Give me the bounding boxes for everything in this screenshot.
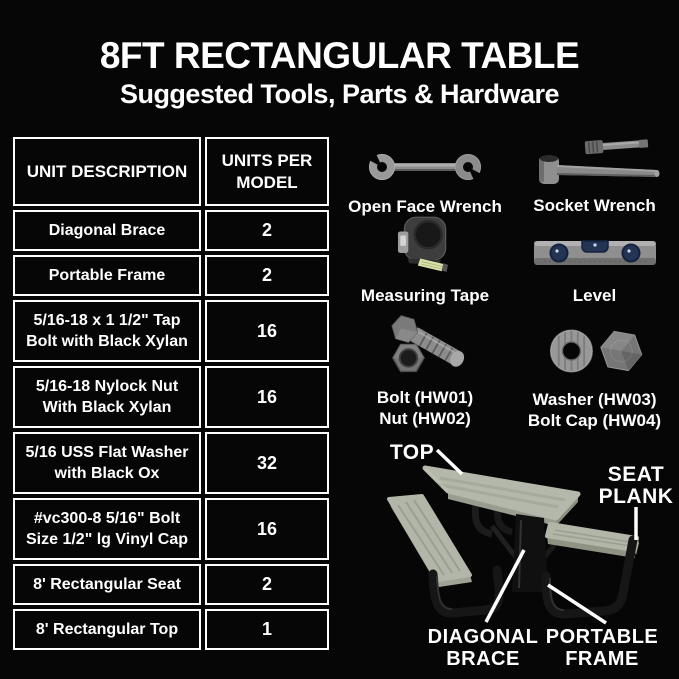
- label-seat-plank-line1: SEAT: [607, 463, 665, 486]
- header: [0, 34, 679, 110]
- table-row: [13, 564, 329, 605]
- part-description: 8' Rectangular Seat: [13, 564, 201, 605]
- washer-bolt-cap-icon: [535, 322, 655, 385]
- tool-label: Washer (HW03): [532, 390, 657, 409]
- column-header-units-per-model: UNITS PER MODEL: [205, 137, 329, 206]
- label-portable-frame-line2: FRAME: [565, 648, 639, 670]
- table-row: [13, 300, 329, 362]
- picnic-table-diagram: [340, 428, 679, 679]
- tool-label: Socket Wrench: [533, 196, 656, 215]
- part-units: 2: [205, 210, 329, 251]
- part-units: 16: [205, 498, 329, 560]
- page-subtitle: Suggested Tools, Parts & Hardware: [119, 79, 560, 109]
- label-diagonal-brace-line2: BRACE: [446, 648, 520, 670]
- part-units: 16: [205, 366, 329, 428]
- parts-table: [9, 133, 333, 654]
- picnic-table-illustration: [340, 428, 679, 679]
- tabletop: [425, 468, 578, 526]
- tools-panel: [340, 130, 679, 430]
- table-row: [13, 498, 329, 560]
- tool-level: [510, 230, 679, 306]
- part-description: #vc300-8 5/16" Bolt Size 1/2" lg Vinyl Cap: [13, 498, 201, 560]
- part-description: 5/16 USS Flat Washer with Black Ox: [13, 432, 201, 494]
- page-title: 8FT RECTANGULAR TABLE: [99, 35, 580, 76]
- table-row: [13, 609, 329, 650]
- part-description: Portable Frame: [13, 255, 201, 296]
- part-description: Diagonal Brace: [13, 210, 201, 251]
- part-units: 32: [205, 432, 329, 494]
- label-seat-plank-line2: PLANK: [598, 485, 674, 508]
- table-row: [13, 210, 329, 251]
- table-row: [13, 255, 329, 296]
- tool-label: Level: [572, 286, 617, 305]
- part-units: 1: [205, 609, 329, 650]
- part-description: 5/16-18 x 1 1/2" Tap Bolt with Black Xylan: [13, 300, 201, 362]
- column-header-unit-description: UNIT DESCRIPTION: [13, 137, 201, 206]
- table-row: [13, 432, 329, 494]
- table-header-row: [13, 137, 329, 206]
- tool-bolt-nut: [340, 312, 510, 429]
- part-description: 8' Rectangular Top: [13, 609, 201, 650]
- part-units: 2: [205, 255, 329, 296]
- right-bench: [547, 524, 639, 558]
- tool-socket-wrench: [510, 134, 679, 216]
- part-description: 5/16-18 Nylock Nut With Black Xylan: [13, 366, 201, 428]
- label-diagonal-brace-line1: DIAGONAL: [427, 626, 539, 648]
- bolt-nut-icon: [373, 312, 477, 385]
- level-icon: [530, 230, 660, 279]
- tool-label: Bolt Cap (HW04): [527, 411, 662, 430]
- tool-label: Bolt (HW01): [376, 388, 474, 407]
- part-units: 16: [205, 300, 329, 362]
- measuring-tape-icon: [379, 214, 471, 281]
- tool-measuring-tape: [340, 214, 510, 306]
- label-portable-frame-line1: PORTABLE: [545, 626, 659, 648]
- table-row: [13, 366, 329, 428]
- socket-wrench-icon: [525, 134, 665, 193]
- tool-label: Nut (HW02): [379, 409, 471, 428]
- tool-label: Measuring Tape: [360, 286, 490, 305]
- tool-label: Open Face Wrench: [348, 197, 502, 216]
- tool-washer-bolt-cap: [510, 322, 679, 431]
- tool-open-face-wrench: [340, 146, 510, 217]
- open-face-wrench-icon: [365, 146, 485, 193]
- label-top: TOP: [389, 441, 435, 464]
- part-units: 2: [205, 564, 329, 605]
